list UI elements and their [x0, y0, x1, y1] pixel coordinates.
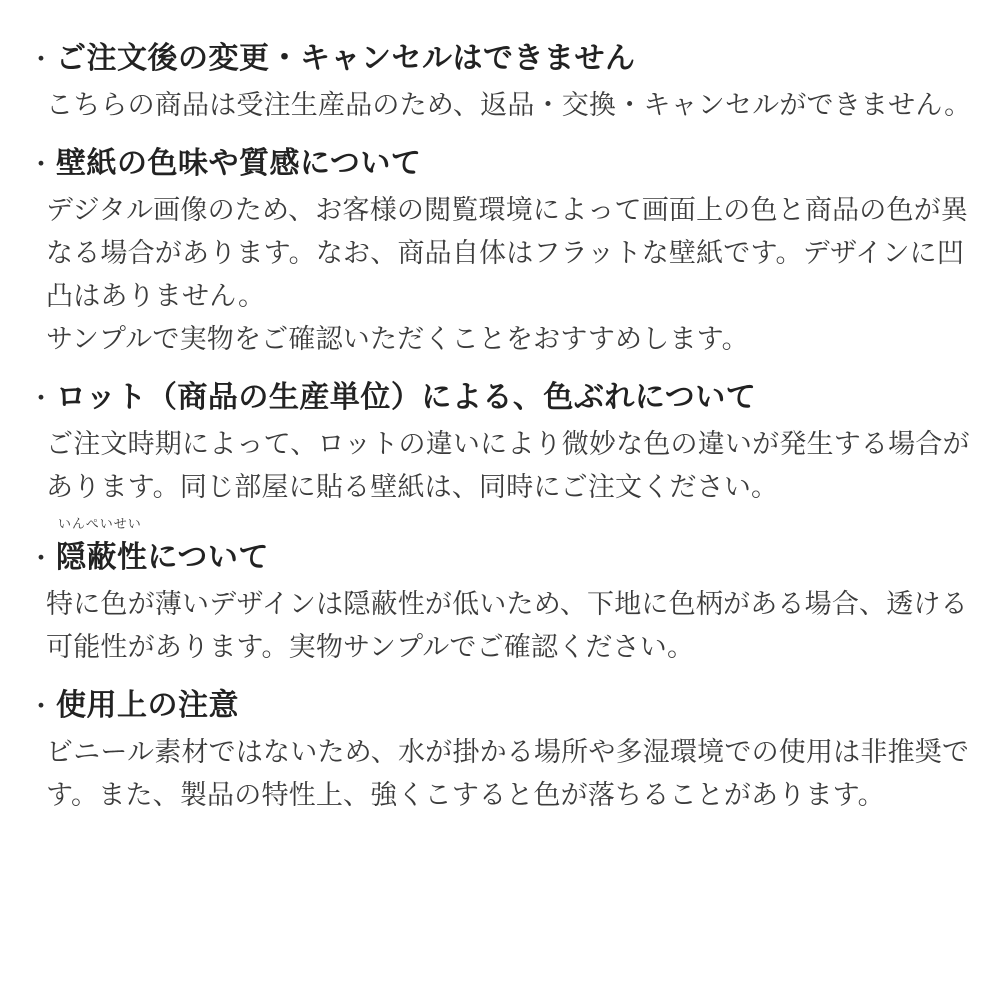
notice-body — [46, 189, 974, 361]
notice-heading-row — [26, 141, 974, 187]
notice-paragraph: ビニール素材ではないため、水が掛かる場所や多湿環境での使用は非推奨です。また、製品の特性上、強くこすると色が落ちることがあります。 — [46, 737, 970, 810]
notice-heading-row — [26, 516, 974, 581]
notice-body — [46, 731, 974, 817]
notice-paragraph: デジタル画像のため、お客様の閲覧環境によって画面上の色と商品の色が異なる場合があります。なお、商品自体はフラットな壁紙です。デザインに凹凸はありません。 — [46, 195, 969, 311]
notice-heading: ロット（商品の生産単位）による、色ぶれについて — [56, 381, 757, 414]
notice-paragraph: こちらの商品は受注生産品のため、返品・交換・キャンセルができません。 — [46, 90, 972, 120]
bullet-icon: ・ — [27, 543, 54, 573]
notice-section — [26, 141, 974, 361]
notice-paragraph: ご注文時期によって、ロットの違いにより微妙な色の違いが発生する場合があります。同じ部屋に貼る壁紙は、同時にご注文ください。 — [46, 429, 970, 502]
notice-body — [46, 84, 974, 127]
notice-paragraph: 特に色が薄いデザインは隠蔽性が低いため、下地に色柄がある場合、透ける可能性があります。実物サンプルでご確認ください。 — [46, 589, 968, 662]
notice-section — [26, 36, 974, 127]
notice-heading: 使用上の注意 — [56, 689, 239, 722]
bullet-icon: ・ — [27, 691, 54, 721]
ruby-annotation: いんぺいせい — [58, 516, 142, 531]
notice-section — [26, 375, 974, 509]
notice-body — [46, 583, 974, 669]
notice-heading: ご注文後の変更・キャンセルはできません — [56, 42, 636, 75]
notice-heading: 隠蔽性について — [56, 541, 269, 574]
notice-body — [46, 423, 974, 509]
bullet-icon: ・ — [27, 149, 54, 179]
notice-section — [26, 516, 974, 669]
notice-heading-row — [26, 375, 974, 421]
bullet-icon: ・ — [27, 383, 54, 413]
notice-heading-row — [26, 683, 974, 729]
notice-heading-row — [26, 36, 974, 82]
notice-heading: 壁紙の色味や質感について — [56, 147, 422, 180]
notice-section — [26, 683, 974, 817]
notice-paragraph: サンプルで実物をご確認いただくことをおすすめします。 — [46, 324, 749, 354]
bullet-icon: ・ — [27, 44, 54, 74]
